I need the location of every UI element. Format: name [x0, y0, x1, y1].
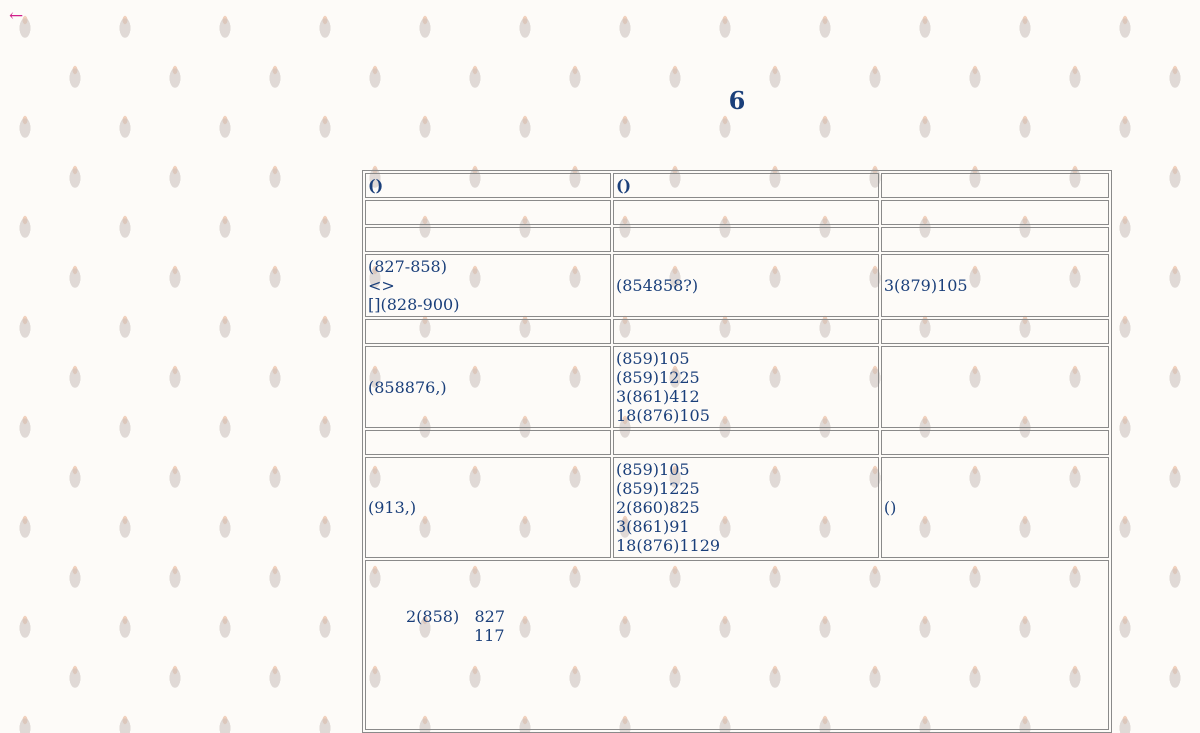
data-table — [362, 170, 1112, 733]
table-cell: (913,) — [365, 457, 611, 558]
cell-line: (859)1225 — [615, 368, 700, 387]
back-link[interactable]: ← — [9, 6, 24, 26]
cell-line: (859)105 — [615, 349, 690, 368]
empty-cell — [613, 227, 879, 252]
cell-line: (859)105 — [615, 460, 690, 479]
empty-row — [365, 227, 1109, 252]
note-date: 2(858) — [406, 607, 460, 626]
table-cell — [365, 254, 611, 317]
table-cell — [613, 346, 879, 428]
table-cell — [613, 457, 879, 558]
header-cell: () — [613, 173, 879, 198]
cell-line: [](828-900) — [368, 295, 460, 314]
page-title: 6 — [728, 86, 746, 115]
empty-row — [365, 319, 1109, 344]
cell-line: 18(876)1129 — [615, 536, 721, 555]
table-cell — [881, 346, 1109, 428]
empty-row — [365, 430, 1109, 455]
cell-line: 3(861)91 — [615, 517, 690, 536]
cell-line: <> — [368, 276, 395, 295]
cell-line: (859)1225 — [615, 479, 700, 498]
table-row — [365, 254, 1109, 317]
empty-cell — [613, 319, 879, 344]
header-cell — [881, 173, 1109, 198]
table-cell: (854858?) — [613, 254, 879, 317]
empty-cell — [881, 200, 1109, 225]
notes-cell — [365, 560, 1109, 730]
table-header-row — [365, 173, 1109, 198]
empty-cell — [365, 200, 611, 225]
header-cell: () — [365, 173, 611, 198]
table-cell: () — [881, 457, 1109, 558]
note-line — [406, 626, 1106, 645]
table-row — [365, 457, 1109, 558]
note-value: 117 — [474, 626, 505, 645]
cell-line: 3(861)412 — [615, 387, 700, 406]
table-cell: 3(879)105 — [881, 254, 1109, 317]
empty-cell — [881, 430, 1109, 455]
empty-cell — [365, 227, 611, 252]
empty-cell — [613, 200, 879, 225]
empty-cell — [613, 430, 879, 455]
note-line — [406, 607, 1106, 626]
notes-row — [365, 560, 1109, 730]
note-value: 827 — [474, 607, 506, 626]
table-row — [365, 346, 1109, 428]
cell-line: (827-858) — [368, 257, 447, 276]
empty-cell — [881, 319, 1109, 344]
cell-line: 2(860)825 — [615, 498, 700, 517]
empty-cell — [365, 430, 611, 455]
empty-cell — [881, 227, 1109, 252]
cell-line: 18(876)105 — [615, 406, 710, 425]
table-cell: (858876,) — [365, 346, 611, 428]
empty-row — [365, 200, 1109, 225]
empty-cell — [365, 319, 611, 344]
